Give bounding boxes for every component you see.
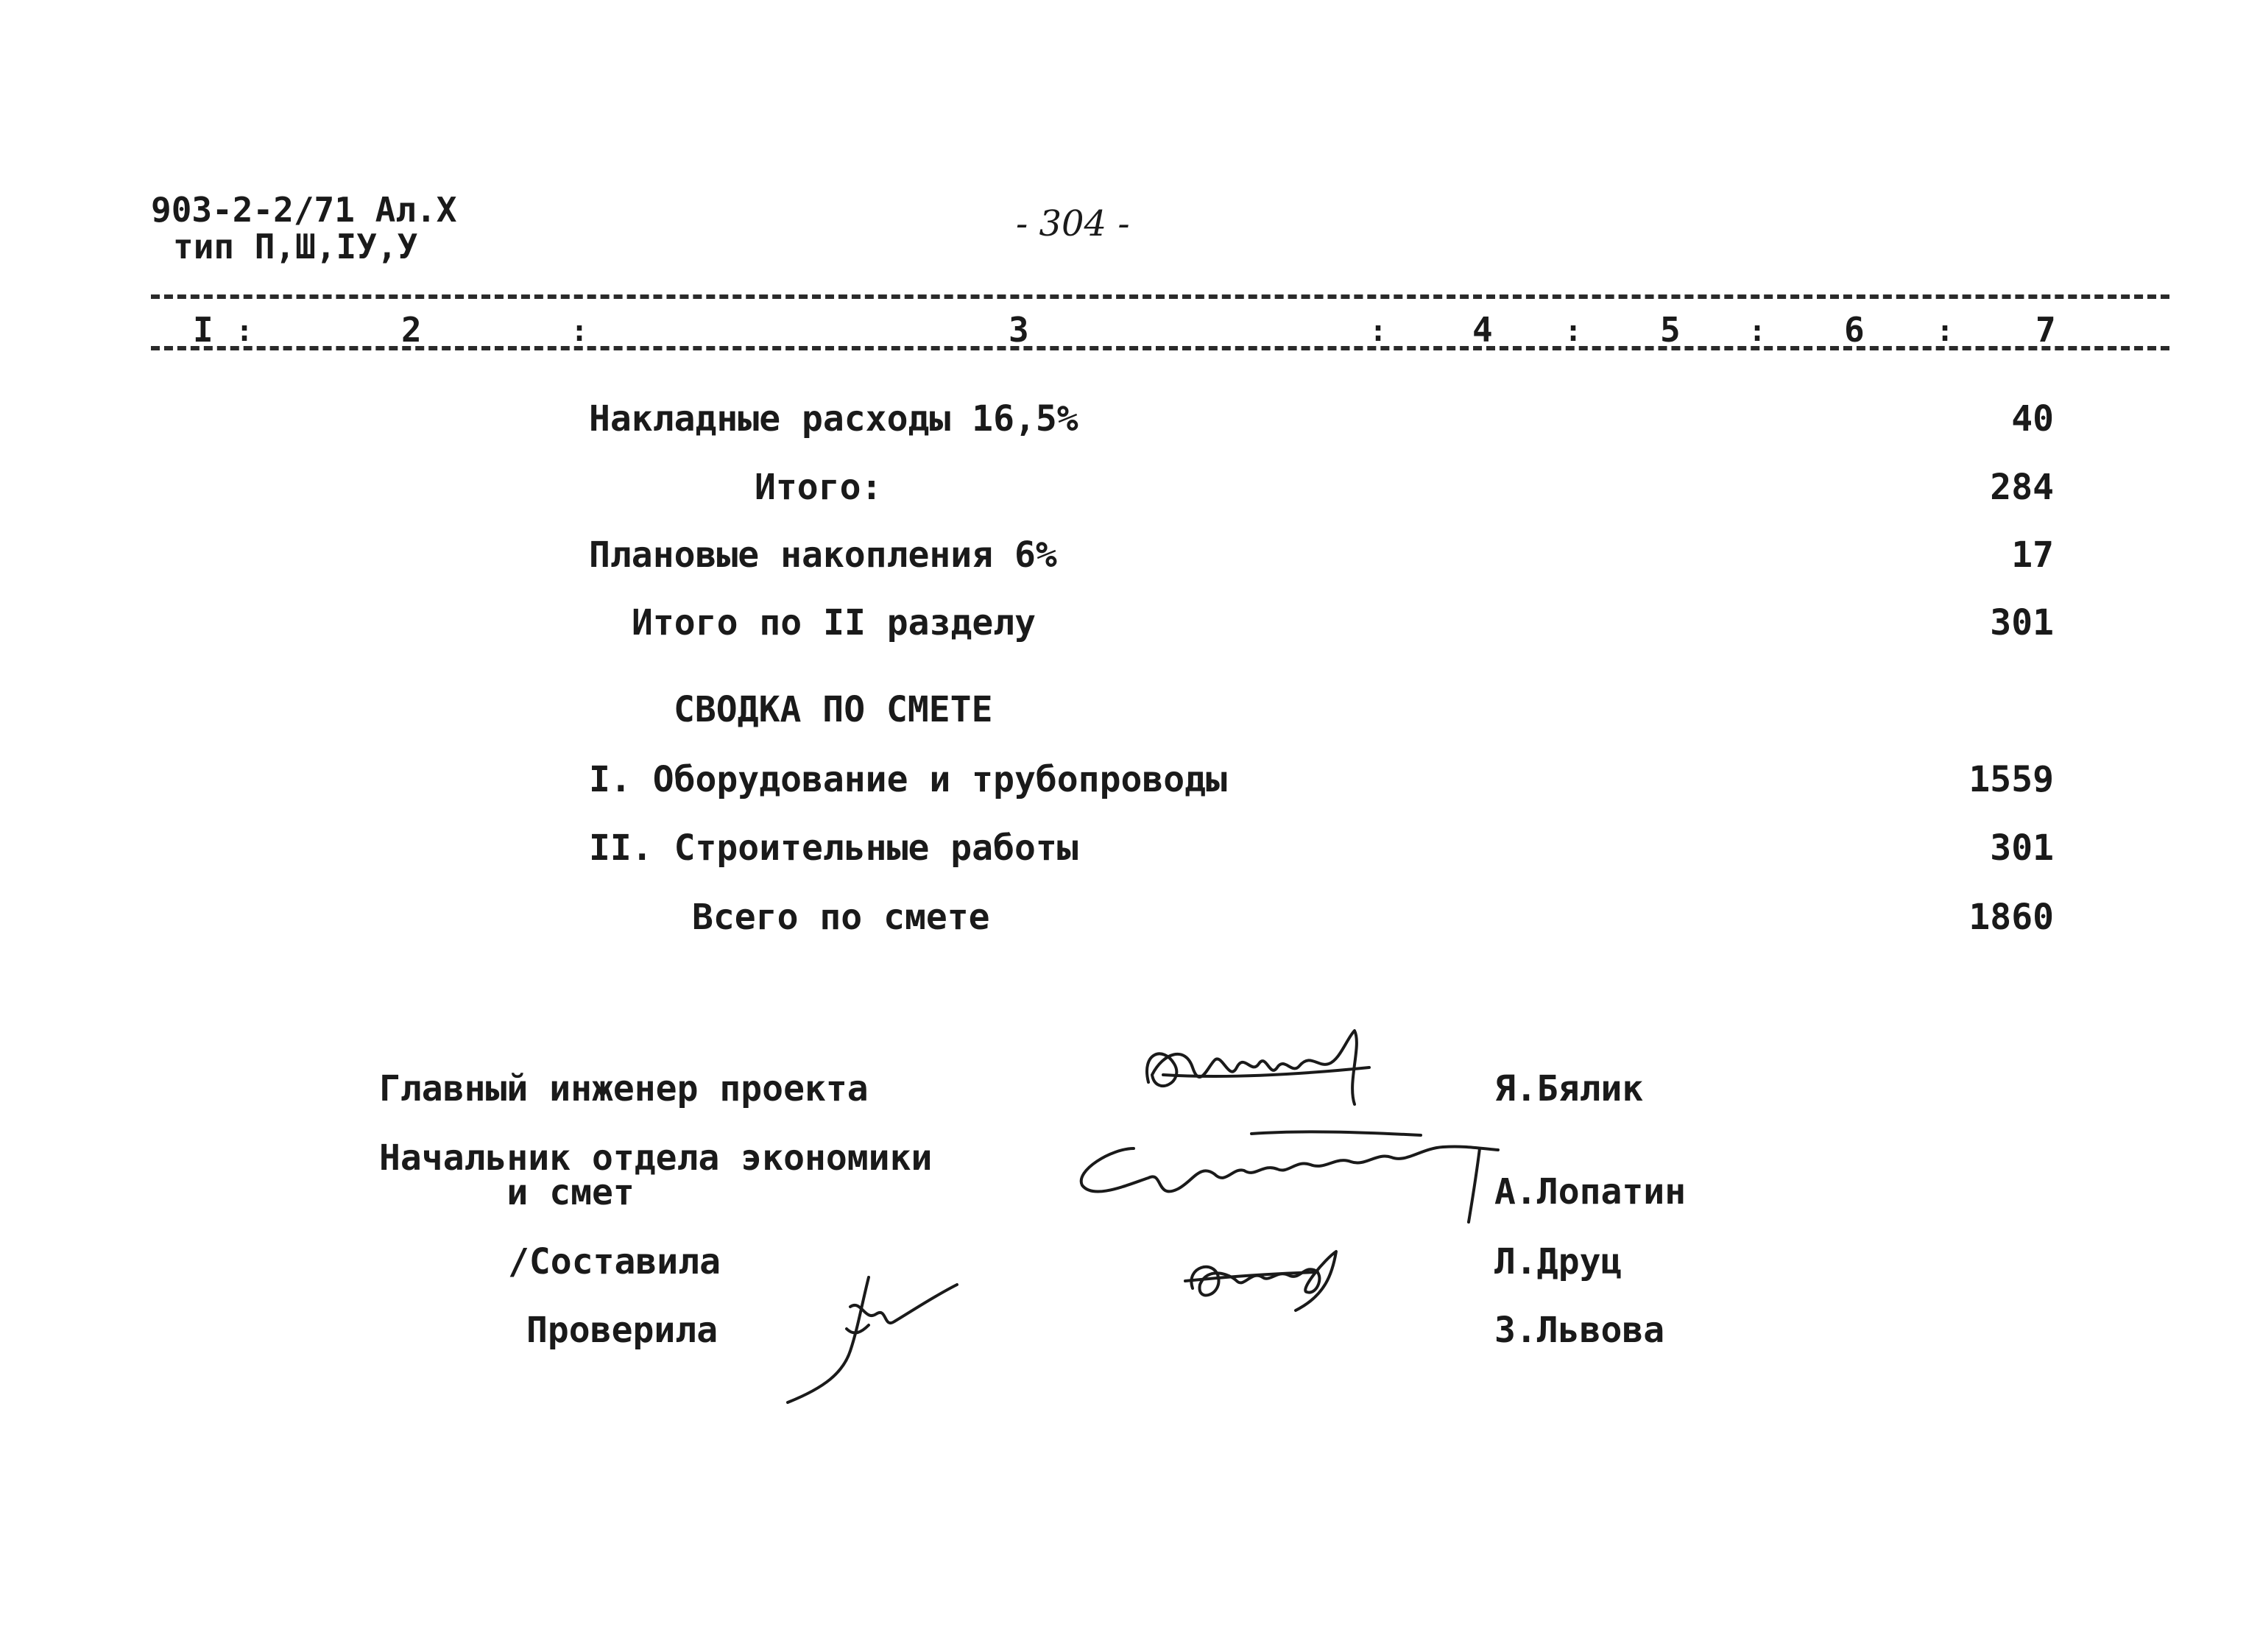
signature-role-chief-engineer: Главный инженер проекта [379,1068,869,1109]
column-number-6: 6 [1844,310,1865,350]
summary-value-equipment: 1559 [1968,759,2054,800]
row-value-overhead: 40 [2011,398,2054,440]
column-separator: : [1748,314,1767,348]
summary-label-equipment: I. Оборудование и трубопроводы [589,759,1227,800]
document-code: 903-2-2/71 Ал.Х [151,190,457,230]
signature-name-checker: З.Львова [1494,1310,1665,1351]
row-value-section-total: 301 [1990,602,2054,643]
signature-name-economics-head: А.Лопатин [1494,1171,1687,1212]
signature-lopatin [1067,1119,1502,1229]
row-label-planned-savings: Плановые накопления 6% [589,534,1057,576]
row-label-section-total: Итого по II разделу [632,602,1037,643]
document-type: тип П,Ш,IУ,У [173,227,418,266]
row-value-subtotal: 284 [1990,467,2054,508]
summary-value-construction: 301 [1990,827,2054,869]
summary-label-grand-total: Всего по смете [692,897,990,938]
column-number-1: I [193,310,213,350]
table-header-top-rule [151,294,2169,299]
signature-lvova [773,1263,964,1410]
column-separator: : [1369,314,1388,348]
column-separator: : [1564,314,1583,348]
table-header-bottom-rule [151,346,2169,350]
signature-name-compiler: Л.Друц [1494,1241,1622,1282]
signature-role-checker: Проверила [526,1310,718,1351]
column-number-5: 5 [1660,310,1681,350]
signature-druts [1178,1237,1362,1318]
column-separator: : [236,314,254,348]
column-number-3: 3 [1009,310,1029,350]
row-label-overhead: Накладные расходы 16,5% [589,398,1078,440]
summary-value-grand-total: 1860 [1968,897,2054,938]
signature-name-chief-engineer: Я.Бялик [1494,1068,1644,1109]
row-label-subtotal: Итого: [755,467,883,508]
column-number-2: 2 [401,310,422,350]
column-number-4: 4 [1472,310,1493,350]
summary-title: СВОДКА ПО СМЕТЕ [674,689,993,730]
column-separator: : [571,314,589,348]
summary-label-construction: II. Строительные работы [589,827,1078,869]
column-separator: : [1936,314,1954,348]
signature-role-economics-head: Начальник отдела экономики и смет [379,1137,933,1214]
signature-bialik [1134,1023,1428,1126]
signature-role-compiler: /Составила [508,1241,721,1282]
row-value-planned-savings: 17 [2011,534,2054,576]
column-number-7: 7 [2035,310,2056,350]
page-number: - 304 - [1016,203,1130,244]
